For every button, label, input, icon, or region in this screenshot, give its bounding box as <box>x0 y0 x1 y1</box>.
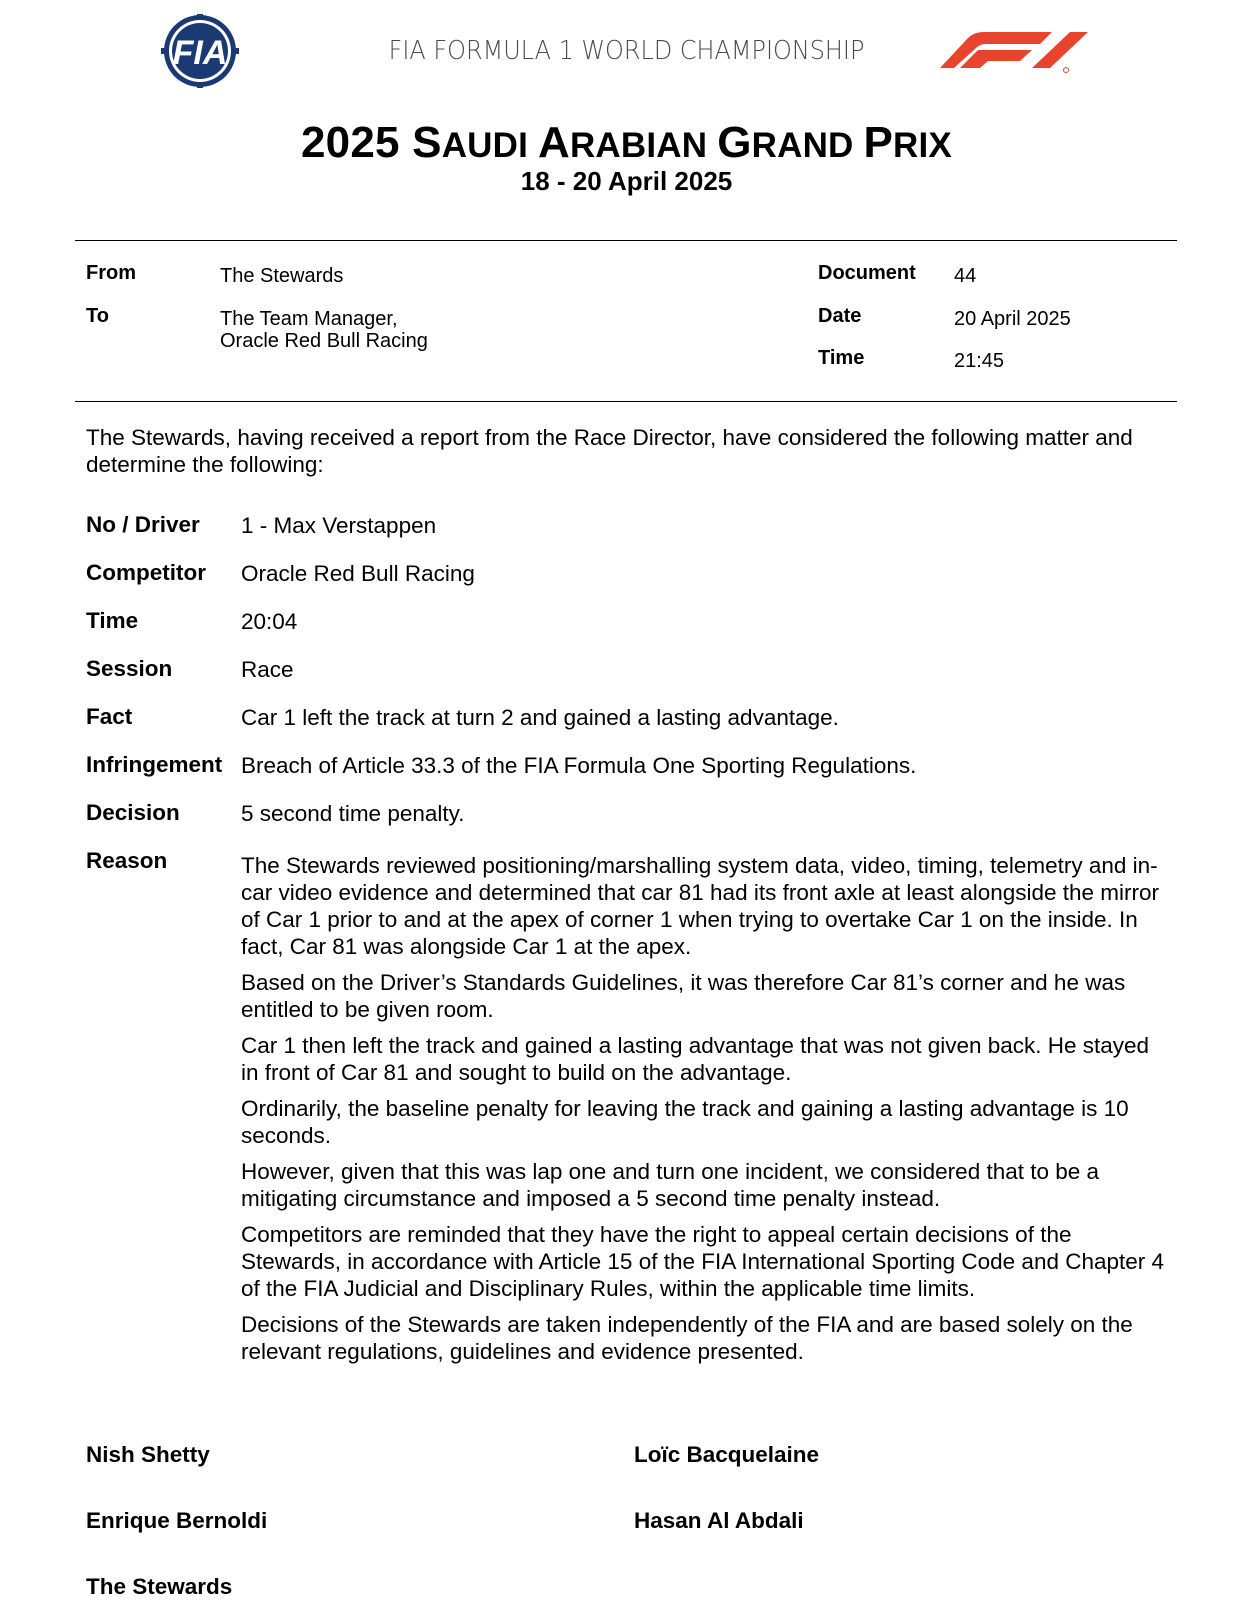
document-label: Document <box>818 262 916 284</box>
divider-bottom <box>75 401 1177 402</box>
event-title-part: 2025 <box>301 118 413 167</box>
divider-top <box>75 240 1177 241</box>
detail-value-infringement: Breach of Article 33.3 of the FIA Formula One Sporting Regulations. <box>241 753 917 778</box>
time-label: Time <box>818 347 865 369</box>
reason-paragraph: Car 1 then left the track and gained a lasting advantage that was not given back. He stayed in front of Car 81 and sought to build on the advantage. <box>241 1033 1150 1085</box>
reason-paragraph: Based on the Driver’s Standards Guidelines, it was therefore Car 81’s corner and he was entitled to be given room. <box>241 970 1126 1022</box>
reason-paragraph: Competitors are reminded that they have the right to appeal certain decisions of the Stewards, in accordance with Article 15 of the FIA International Sporting Code and Chapter 4 of the FIA Judicial and Disciplinary Rules, within the applicable time limits. <box>241 1222 1165 1301</box>
from-label: From <box>86 262 136 284</box>
to-value-line2: Oracle Red Bull Racing <box>220 330 428 352</box>
date-label: Date <box>818 305 862 327</box>
championship-title: FIA FORMULA 1 WORLD CHAMPIONSHIP <box>388 36 865 66</box>
event-title-part: AUDI <box>441 126 538 165</box>
detail-value-time: 20:04 <box>241 609 298 634</box>
detail-value-decision: 5 second time penalty. <box>241 801 465 826</box>
time-value: 21:45 <box>954 350 1005 372</box>
intro-paragraph: The Stewards, having received a report from the Race Director, have considered the following matter and determine the following: <box>86 425 1133 477</box>
signatory-3: Enrique Bernoldi <box>86 1508 268 1533</box>
detail-value-fact: Car 1 left the track at turn 2 and gained a lasting advantage. <box>241 705 839 730</box>
reason-paragraph: Decisions of the Stewards are taken independently of the FIA and are based solely on the relevant regulations, guidelines and evidence presented. <box>241 1312 1133 1364</box>
event-dates: 18 - 20 April 2025 <box>520 166 733 196</box>
event-title <box>0 118 1253 168</box>
detail-value-driver: 1 - Max Verstappen <box>241 513 437 538</box>
event-title-part: P <box>863 118 894 167</box>
document-value: 44 <box>954 265 977 287</box>
reason-paragraph: The Stewards reviewed positioning/marshalling system data, video, timing, telemetry and in-car video evidence and determined that car 81 had its front axle at least alongside the mirror of Car 1 prior to and at the apex of corner 1 when trying to overtake Car 1 on the inside. In fact, Car 81 was alongside Car 1 at the apex. <box>241 853 1160 959</box>
signatory-2: Loïc Bacquelaine <box>634 1442 820 1467</box>
reason-paragraph: However, given that this was lap one and turn one incident, we considered that to be a mitigating circumstance and imposed a 5 second time penalty instead. <box>241 1159 1100 1211</box>
reason-text <box>241 852 1171 1374</box>
signatory-1: Nish Shetty <box>86 1442 210 1467</box>
reason-paragraph: Ordinarily, the baseline penalty for leaving the track and gaining a lasting advantage is 10 seconds. <box>241 1096 1129 1148</box>
to-label: To <box>86 305 109 327</box>
to-value-line1: The Team Manager, <box>220 308 398 330</box>
detail-label-infringement: Infringement <box>86 752 223 777</box>
detail-label-driver: No / Driver <box>86 512 200 537</box>
f1-logo <box>940 30 1090 74</box>
event-title-part: S <box>412 118 442 167</box>
detail-value-session: Race <box>241 657 294 682</box>
signatory-4: Hasan Al Abdali <box>634 1508 804 1533</box>
detail-value-competitor: Oracle Red Bull Racing <box>241 561 475 586</box>
stewards-footer: The Stewards <box>86 1574 233 1599</box>
event-title-part: A <box>537 118 570 167</box>
event-title-part: RABIAN <box>569 126 718 165</box>
event-title-part: RIX <box>893 126 952 165</box>
date-value: 20 April 2025 <box>954 308 1071 330</box>
event-title-part: G <box>717 118 752 167</box>
detail-label-fact: Fact <box>86 704 133 729</box>
detail-label-time: Time <box>86 608 139 633</box>
from-value: The Stewards <box>220 265 344 287</box>
detail-label-competitor: Competitor <box>86 560 206 585</box>
detail-label-session: Session <box>86 656 173 681</box>
event-title-part: RAND <box>751 126 864 165</box>
detail-label-decision: Decision <box>86 800 180 825</box>
reason-label: Reason <box>86 848 168 873</box>
fia-logo-text: FIA <box>172 34 228 72</box>
